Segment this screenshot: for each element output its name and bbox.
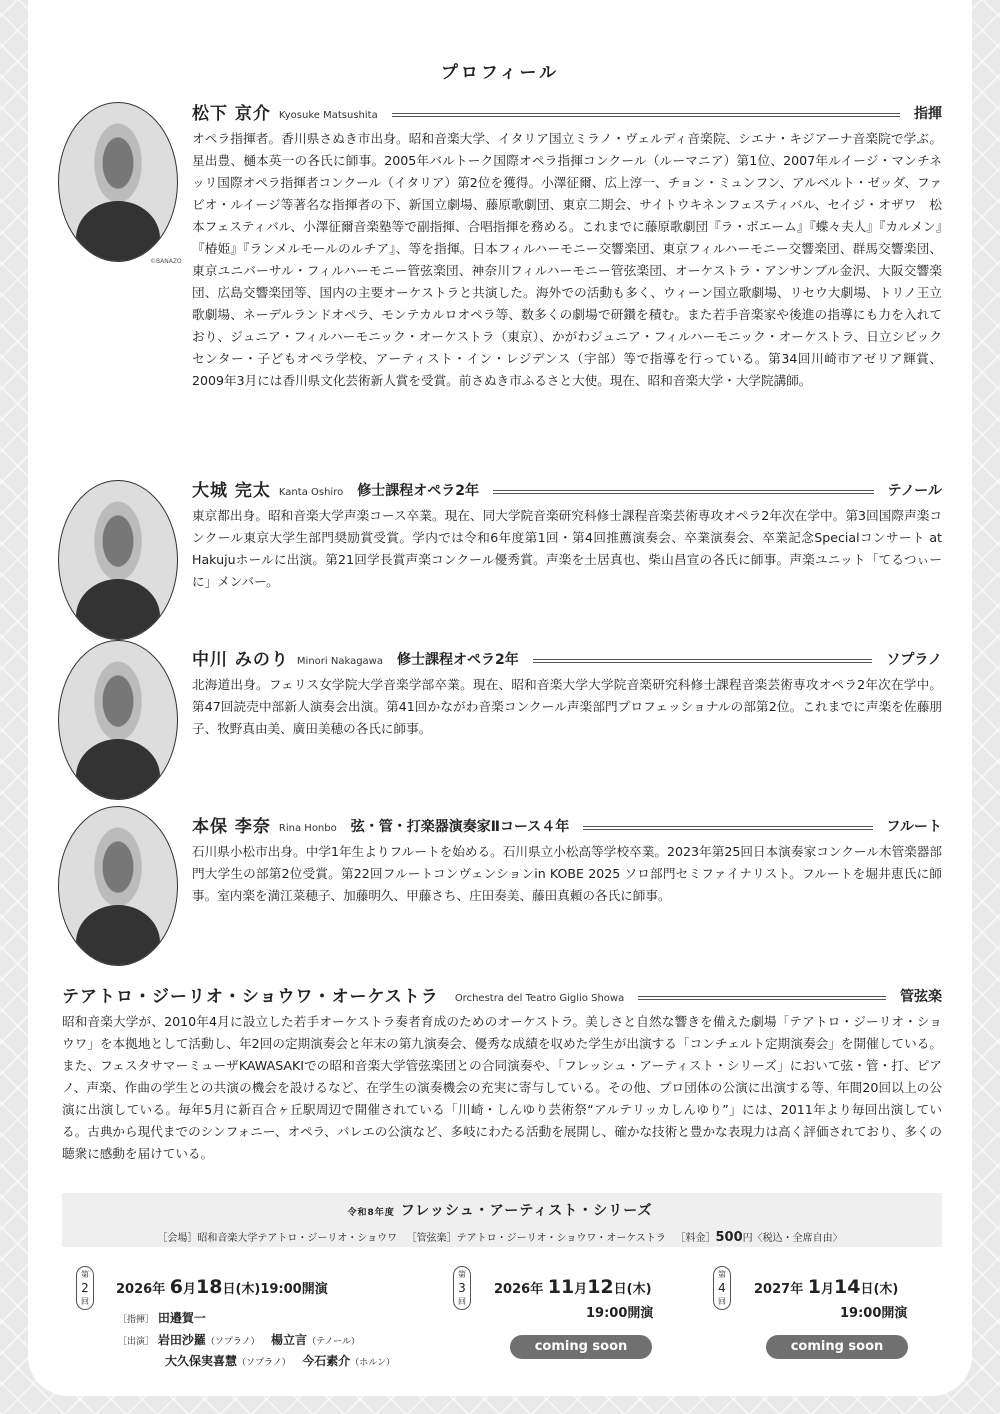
performer-bio: 東京都出身。昭和音楽大学声楽コース卒業。現在、同大学院音楽研究科修士課程音楽芸術専攻オペラ2年次在学中。第3回国際声楽コンクール東京大学生部門奨励賞受賞。学内では令和6年度第1回・第4回推薦演奏会、卒業演奏会、卒業記念Specialコンサート at Hakujuホールに出演。第21回学長賞声楽コンクール優秀賞。声楽を土居真也、柴山昌宣の各氏に師事。声楽ユニット「てるつぃーに」メンバー。 [192,508,942,589]
performer-role: フルート [886,819,942,835]
conductor-label: ［指揮］ [118,1315,155,1325]
fee-label: ［料金］ [675,1233,716,1244]
venue-label: ［会場］ [157,1233,198,1244]
series-year: 令和8年度 [347,1208,395,1218]
badge-number: 3 [458,1281,466,1295]
conductor-name: 田邉賀一 [157,1311,206,1325]
photo-credit: ©BANAZO [150,258,182,265]
divider [533,659,873,663]
weekday: (木) [235,1282,261,1297]
day: 18 [195,1276,223,1298]
year-unit: 年 [790,1282,804,1297]
performer-name: 楊立言 [271,1333,308,1347]
badge-number: 4 [718,1281,726,1295]
performer-name: 岩田沙羅 [157,1333,206,1347]
performer-part: （ソプラノ） [237,1358,291,1368]
badge-suffix: 回 [458,1297,466,1306]
performer-bio: 石川県小松市出身。中学1年生よりフルートを始める。石川県立小松高等学校卒業。2023年第25回日本演奏家コンクール木管楽器部門大学生の部第2位受賞。第22回フルートコンヴェンションin KOBE 2025 ソロ部門セミファイナリスト。フルートを堀井恵氏に師事。室内楽を満江菜穂子、加藤明久、甲藤さち、庄田奏美、藤田真頼の各氏に師事。 [192,844,942,903]
divider [583,826,872,830]
performer-roman-name: Rina Honbo [278,823,337,834]
year: 2026 [494,1282,531,1297]
portrait-honbo [58,806,178,966]
year-unit: 年 [530,1282,544,1297]
start-time: 19:00開演 [840,1306,908,1321]
performer-name: 松下 京介 [192,104,271,124]
day-unit: 日 [222,1282,236,1297]
divider [392,113,900,117]
profile-header [192,815,942,837]
day: 14 [833,1276,861,1298]
performer-name: 中川 みのり [192,650,289,670]
day-unit: 日 [860,1282,874,1297]
portrait-matsushita [58,102,178,262]
year: 2027 [754,1282,791,1297]
concert-date [116,1276,328,1298]
concert-number-badge [453,1266,471,1310]
profile-header [192,648,942,670]
performer-role: ソプラノ [886,652,942,668]
portrait-nakagawa [58,640,178,800]
performer-role: 指揮 [914,106,942,122]
performer-course: 修士課程オペラ2年 [397,652,519,668]
weekday: (木) [626,1282,652,1297]
badge-suffix: 回 [81,1297,89,1306]
coming-soon-badge: coming soon [510,1335,652,1359]
performer-name: 大城 完太 [192,481,271,501]
performer-part: （ソプラノ） [205,1337,260,1347]
month: 11 [547,1276,575,1298]
start-time: 19:00開演 [586,1306,654,1321]
badge-suffix: 回 [718,1297,726,1306]
divider [493,490,874,494]
performer-name: 大久保実喜慧 [165,1354,238,1368]
performers-label: ［出演］ [118,1337,155,1347]
badge-prefix: 第 [458,1270,466,1279]
performer-bio: オペラ指揮者。香川県さぬき市出身。昭和音楽大学、イタリア国立ミラノ・ヴェルディ音楽院、シエナ・キジアーナ音楽院で学ぶ。星出豊、樋本英一の各氏に師事。2005年バルトーク国際オペラ指揮コンクール（ルーマニア）第1位、2007年ルイージ・マンチネッリ国際オペラ指揮者コンクール（イタリア）第2位を獲得。小澤征爾、広上淳一、チョン・ミュンフン、アルベルト・ゼッダ、ファビオ・ルイージ等著名な指揮者の下、新国立劇場、藤原歌劇団、東京二期会、サイトウキネンフェスティバル、セイジ・オザワ 松本フェスティバル、小澤征爾音楽塾等で副指揮、合唱指揮を務める。これまでに藤原歌劇団『ラ・ボエーム』『蝶々夫人』『カルメン』『椿姫』『ランメルモールのルチア』、等を指揮。日本フィルハーモニー交響楽団、東京フィルハーモニー交響楽団、群馬交響楽団、東京ユニバーサル・フィルハーモニー管弦楽団、神奈川フィルハーモニー管弦楽団、オーケストラ・アンサンブル金沢、大阪交響楽団、広島交響楽団等、国内の主要オーケストラと共演した。海外での活動も多く、ウィーン国立歌劇場、リセウ大劇場、トリノ王立歌劇場、ネーデルランドオペラ、モンテカルロオペラ等、数多くの劇場で研鑽を積む。また若手音楽家や後進の指導にも力を入れており、ジュニア・フィルハーモニック・オーケストラ（東京）、かがわジュニア・フィルハーモニック・オーケストラ、日立シビックセンター・子どもオペラ学校、アーティスト・イン・レジデンス（宇部）等で指導を行っている。第34回川崎市アゼリア輝賞、2009年3月には香川県文化芸術新人賞を受賞。前さぬき市ふるさと大使。現在、昭和音楽大学・大学院講師。 [192,131,942,388]
profile-header [192,102,942,124]
portrait-oshiro [58,480,178,640]
performer-roman-name: Kyosuke Matsushita [278,110,378,121]
year-unit: 年 [152,1282,166,1297]
weekday: (木) [873,1282,899,1297]
profile-header [192,479,942,501]
fee-unit: 円〈税込・全席自由〉 [742,1233,843,1244]
series-name: フレッシュ・アーティスト・シリーズ [400,1203,653,1219]
concert-date [754,1276,898,1298]
orchestra-role: 管弦楽 [900,989,942,1005]
orchestra-header [62,985,942,1007]
performers-line-1 [118,1331,360,1348]
performer-part: （テノール） [307,1337,360,1347]
concert-number-badge [76,1266,94,1310]
performer-name: 今石素介 [302,1354,351,1368]
fee: 500 [715,1230,743,1245]
series-title [0,1200,1000,1220]
badge-prefix: 第 [718,1270,726,1279]
venue: 昭和音楽大学テアトロ・ジーリオ・ショウワ [197,1233,398,1244]
performer-name: 本保 李奈 [192,817,271,837]
performer-course: 修士課程オペラ2年 [357,483,479,499]
coming-soon-badge: coming soon [766,1335,908,1359]
month-unit: 月 [182,1282,196,1297]
page-title: プロフィール [440,63,560,83]
start-time: 19:00開演 [260,1282,328,1297]
concert-number-badge [713,1266,731,1310]
performers-line-2 [165,1352,395,1369]
concert-date [494,1276,652,1298]
performer-course: 弦・管・打楽器演奏家Ⅱコース４年 [350,819,570,835]
performer-part: （ホルン） [350,1358,395,1368]
performer-role: テノール [887,483,942,499]
badge-prefix: 第 [81,1270,89,1279]
orchestra-name: テアトロ・ジーリオ・ショウワ・オーケストラ [62,987,439,1007]
series-info [0,1229,1000,1245]
badge-number: 2 [81,1281,89,1295]
day: 12 [587,1276,614,1298]
month: 6 [169,1276,183,1298]
month-unit: 月 [574,1282,588,1297]
day-unit: 日 [613,1282,627,1297]
performer-roman-name: Minori Nakagawa [296,656,383,667]
performer-roman-name: Kanta Oshiro [278,487,344,498]
month: 1 [807,1276,821,1298]
orchestra-roman-name: Orchestra del Teatro Giglio Showa [454,993,625,1004]
divider [638,996,886,1000]
performer-bio: 北海道出身。フェリス女学院大学音楽学部卒業。現在、昭和音楽大学大学院音楽研究科修士課程音楽芸術専攻オペラ2年次在学中。第47回読売中部新人演奏会出演。第41回かながわ音楽コンクール声楽部門プロフェッショナルの部第2位。これまでに声楽を佐藤朋子、牧野真由美、廣田美穂の各氏に師事。 [192,677,942,736]
month-unit: 月 [820,1282,834,1297]
year: 2026 [116,1282,153,1297]
orchestra: テアトロ・ジーリオ・ショウワ・オーケストラ [456,1233,666,1244]
orchestra-bio: 昭和音楽大学が、2010年4月に設立した若手オーケストラ奏者育成のためのオーケストラ。美しさと自然な響きを備えた劇場「テアトロ・ジーリオ・ショウワ」を本拠地として活動し、年2回の定期演奏会と年末の第九演奏会、優秀な成績を収めた学生が出演する「コンチェルト定期演奏会」を開催している。また、フェスタサマーミューザKAWASAKIでの昭和音楽大学管弦楽団との合同演奏や、「フレッシュ・アーティスト・シリーズ」において弦・管・打、ピアノ、声楽、作曲の学生との共演の機会を設けるなど、在学生の演奏機会の充実に寄与している。その他、プロ団体の公演に出演する等、年間20回以上の公演に出演している。毎年5月に新百合ヶ丘駅周辺で開催されている「川崎・しんゆり芸術祭“アルテリッカしんゆり”」には、2011年より毎回出演している。古典から現代までのシンフォニー、オペラ、バレエの公演など、多岐にわたる活動を展開し、確かな技術と豊かな表現力は高く評価されており、多くの聴衆に感動を届けている。 [62,1014,942,1161]
orchestra-label: ［管弦楽］ [406,1233,457,1244]
conductor-line [118,1309,206,1326]
